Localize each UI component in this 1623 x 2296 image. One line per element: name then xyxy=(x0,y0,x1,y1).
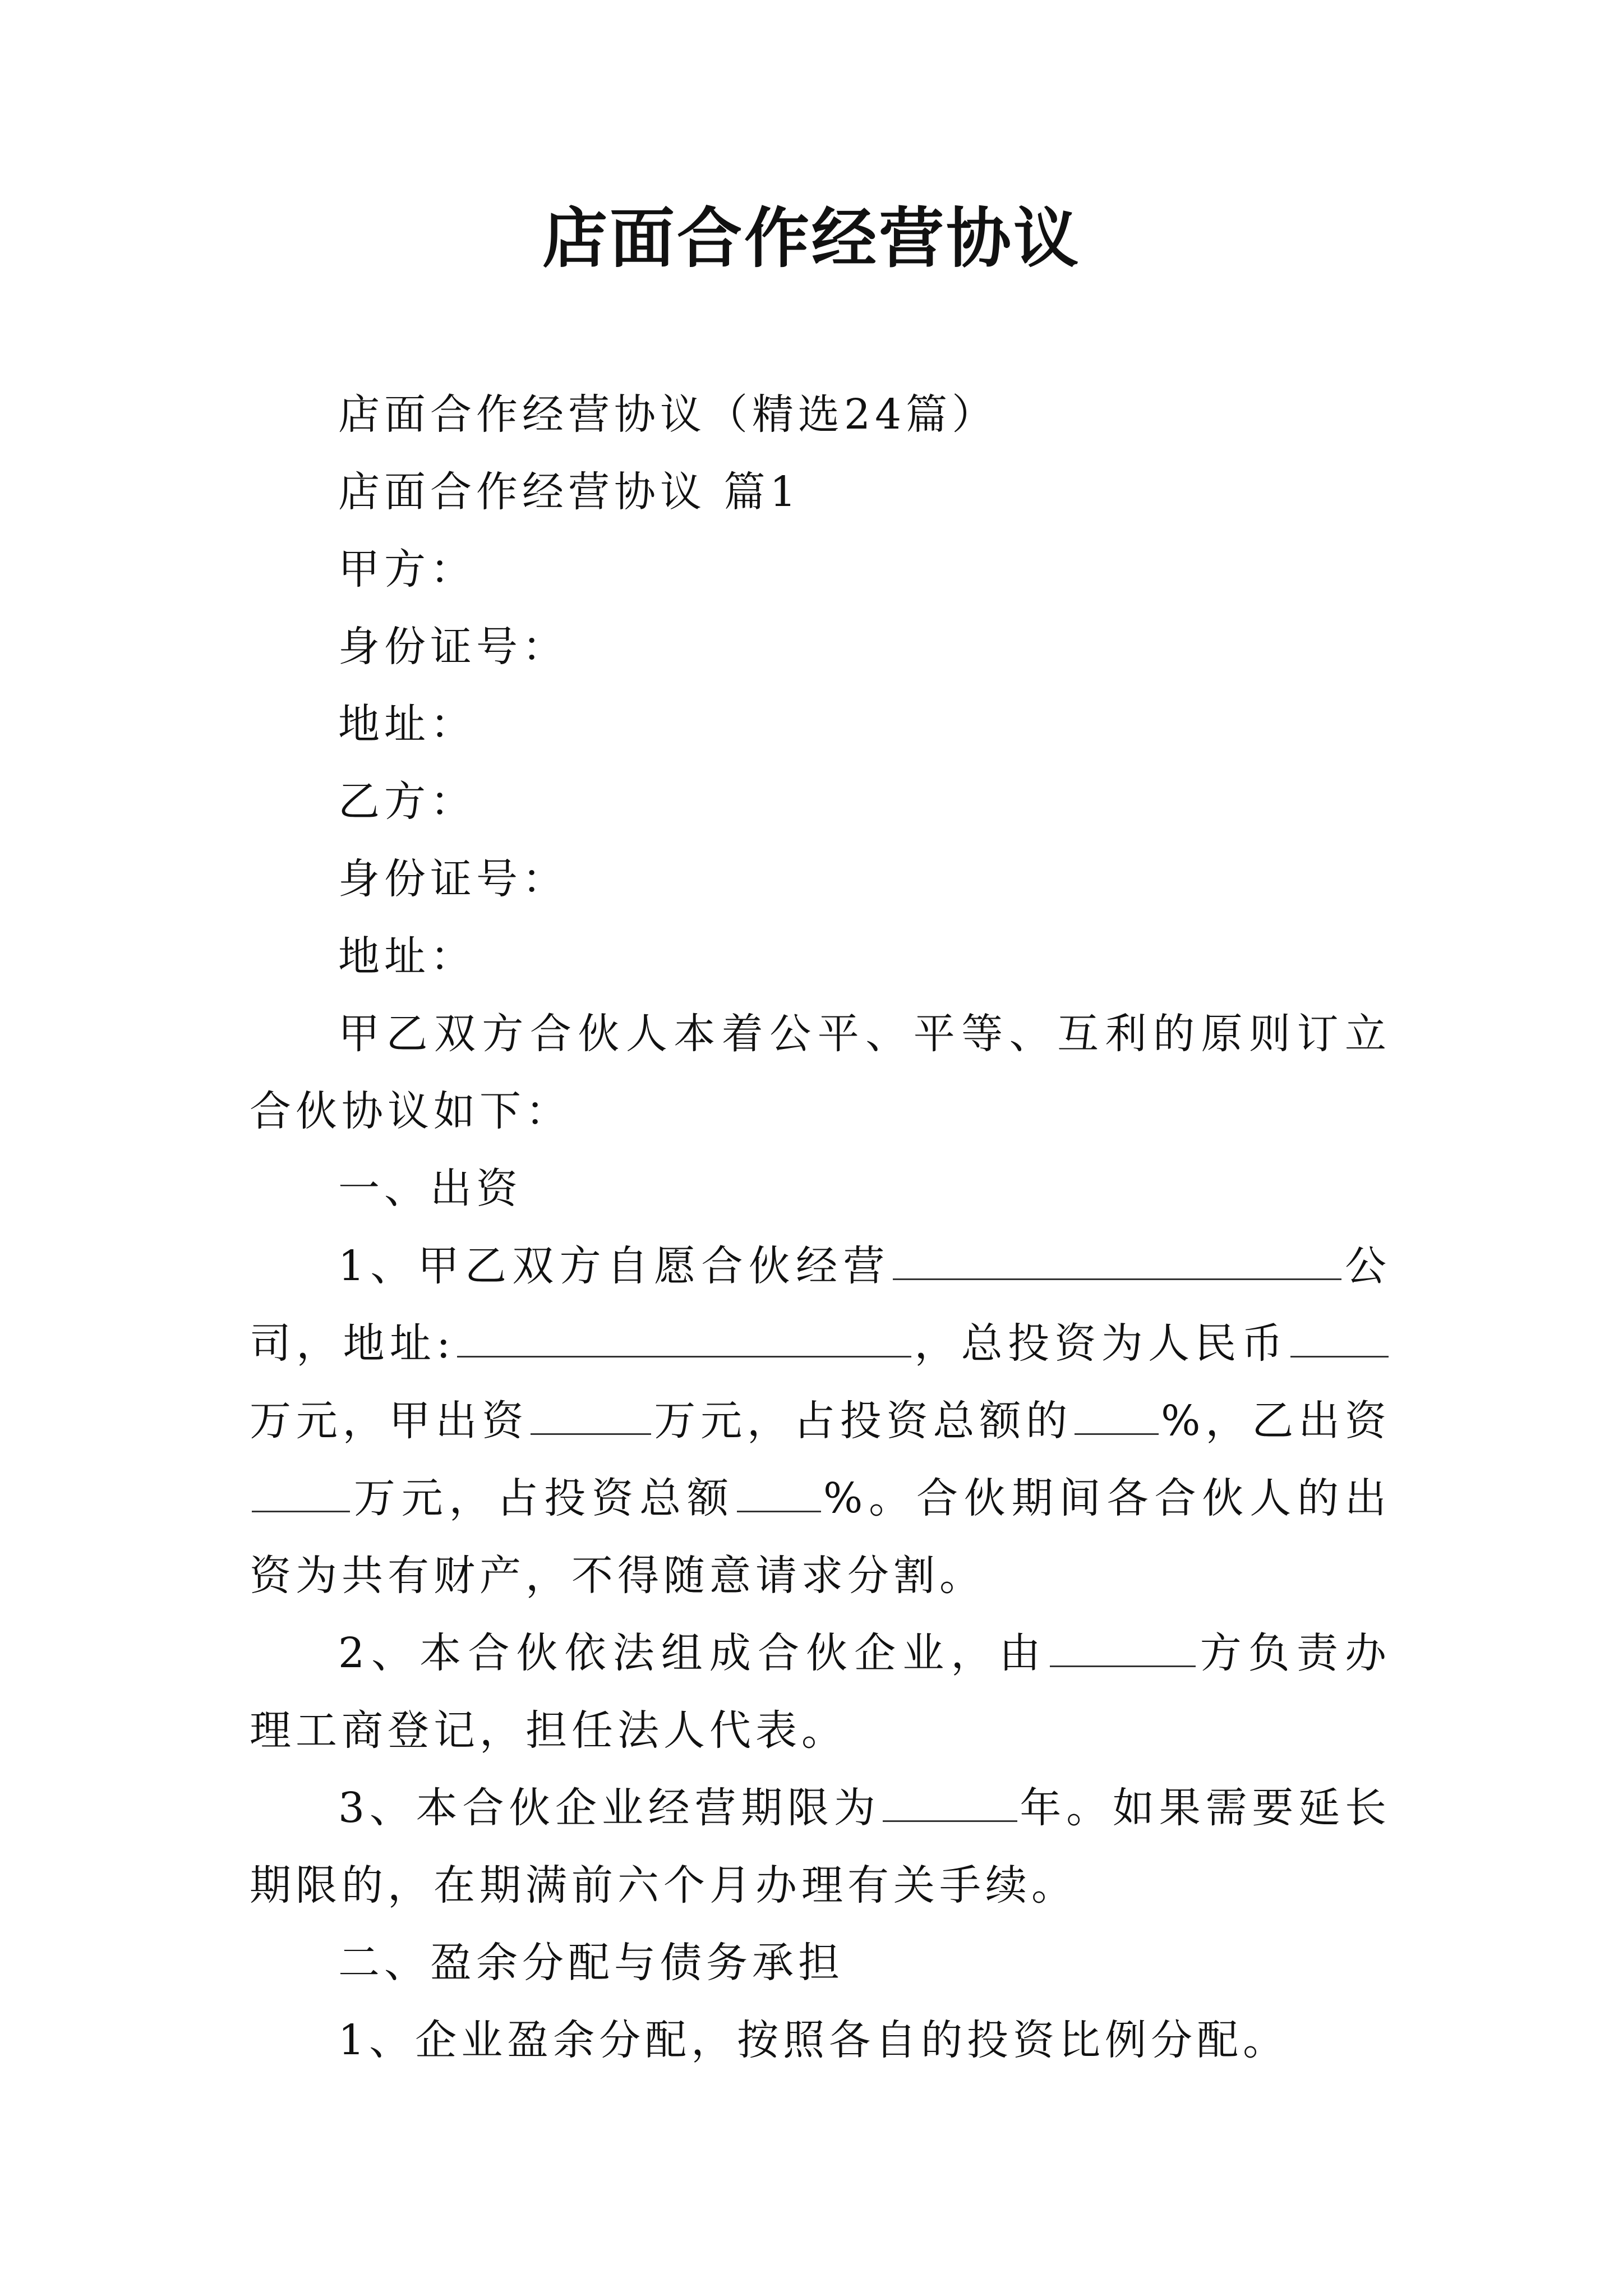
clause-text: ，总投资为人民币 xyxy=(914,1319,1288,1368)
party-a-id-label: 身份证号： xyxy=(338,623,568,671)
clause-text: 万元，占投资总额的 xyxy=(653,1397,1073,1445)
blank-party-a-investment xyxy=(531,1394,651,1435)
section-heading-profit: 二、盈余分配与债务承担 xyxy=(338,1939,844,1987)
collection-heading: 店面合作经营协议（精选24篇） xyxy=(338,390,998,439)
clause-contribution-2 xyxy=(250,1614,1391,1769)
party-b-id-label: 身份证号： xyxy=(338,855,568,903)
agreement-intro: 甲乙双方合伙人本着公平、平等、互利的原则订立合伙协议如下： xyxy=(250,1010,1391,1135)
document-title: 店面合作经营协议 xyxy=(542,200,1081,277)
blank-party-b-percent xyxy=(737,1471,821,1512)
blank-total-investment xyxy=(1290,1317,1389,1358)
clause-text: %，乙出资 xyxy=(1161,1397,1391,1445)
clause-text: 1、甲乙双方自愿合伙经营 xyxy=(338,1242,891,1290)
blank-party-b-investment xyxy=(252,1471,350,1512)
party-a-label: 甲方： xyxy=(338,545,476,593)
blank-term-years xyxy=(883,1781,1017,1822)
document-body xyxy=(250,376,1391,2079)
party-b-address-label: 地址： xyxy=(338,932,476,981)
blank-address xyxy=(457,1317,911,1358)
party-a-address-label: 地址： xyxy=(338,700,476,748)
clause-text: 公司，地址: xyxy=(250,1242,1391,1368)
blank-company-name xyxy=(893,1239,1341,1280)
clause-profit-1: 1、企业盈余分配，按照各自的投资比例分配。 xyxy=(338,2016,1289,2064)
blank-responsible-party xyxy=(1050,1626,1196,1667)
clause-text: 3、本合伙企业经营期限为 xyxy=(338,1784,880,1832)
clause-text: 万元，占投资总额 xyxy=(352,1474,735,1522)
clause-contribution-1 xyxy=(250,1227,1391,1614)
clause-text: %。合伙期间各合伙人的出资为共有财产，不得随意请求分割。 xyxy=(250,1474,1391,1600)
clause-text: 2、本合伙依法组成合伙企业，由 xyxy=(338,1629,1048,1677)
clause-text: 年。如果需要延长期限的，在期满前六个月办理有关手续。 xyxy=(250,1784,1391,1910)
clause-contribution-3 xyxy=(250,1769,1391,1924)
clause-text: 方负责办理工商登记，担任法人代表。 xyxy=(250,1629,1391,1755)
article-heading: 店面合作经营协议 篇1 xyxy=(338,468,801,516)
blank-party-a-percent xyxy=(1075,1394,1159,1435)
clause-text: 万元，甲出资 xyxy=(250,1397,529,1445)
section-heading-contribution: 一、出资 xyxy=(338,1165,522,1213)
party-b-label: 乙方： xyxy=(338,777,476,826)
